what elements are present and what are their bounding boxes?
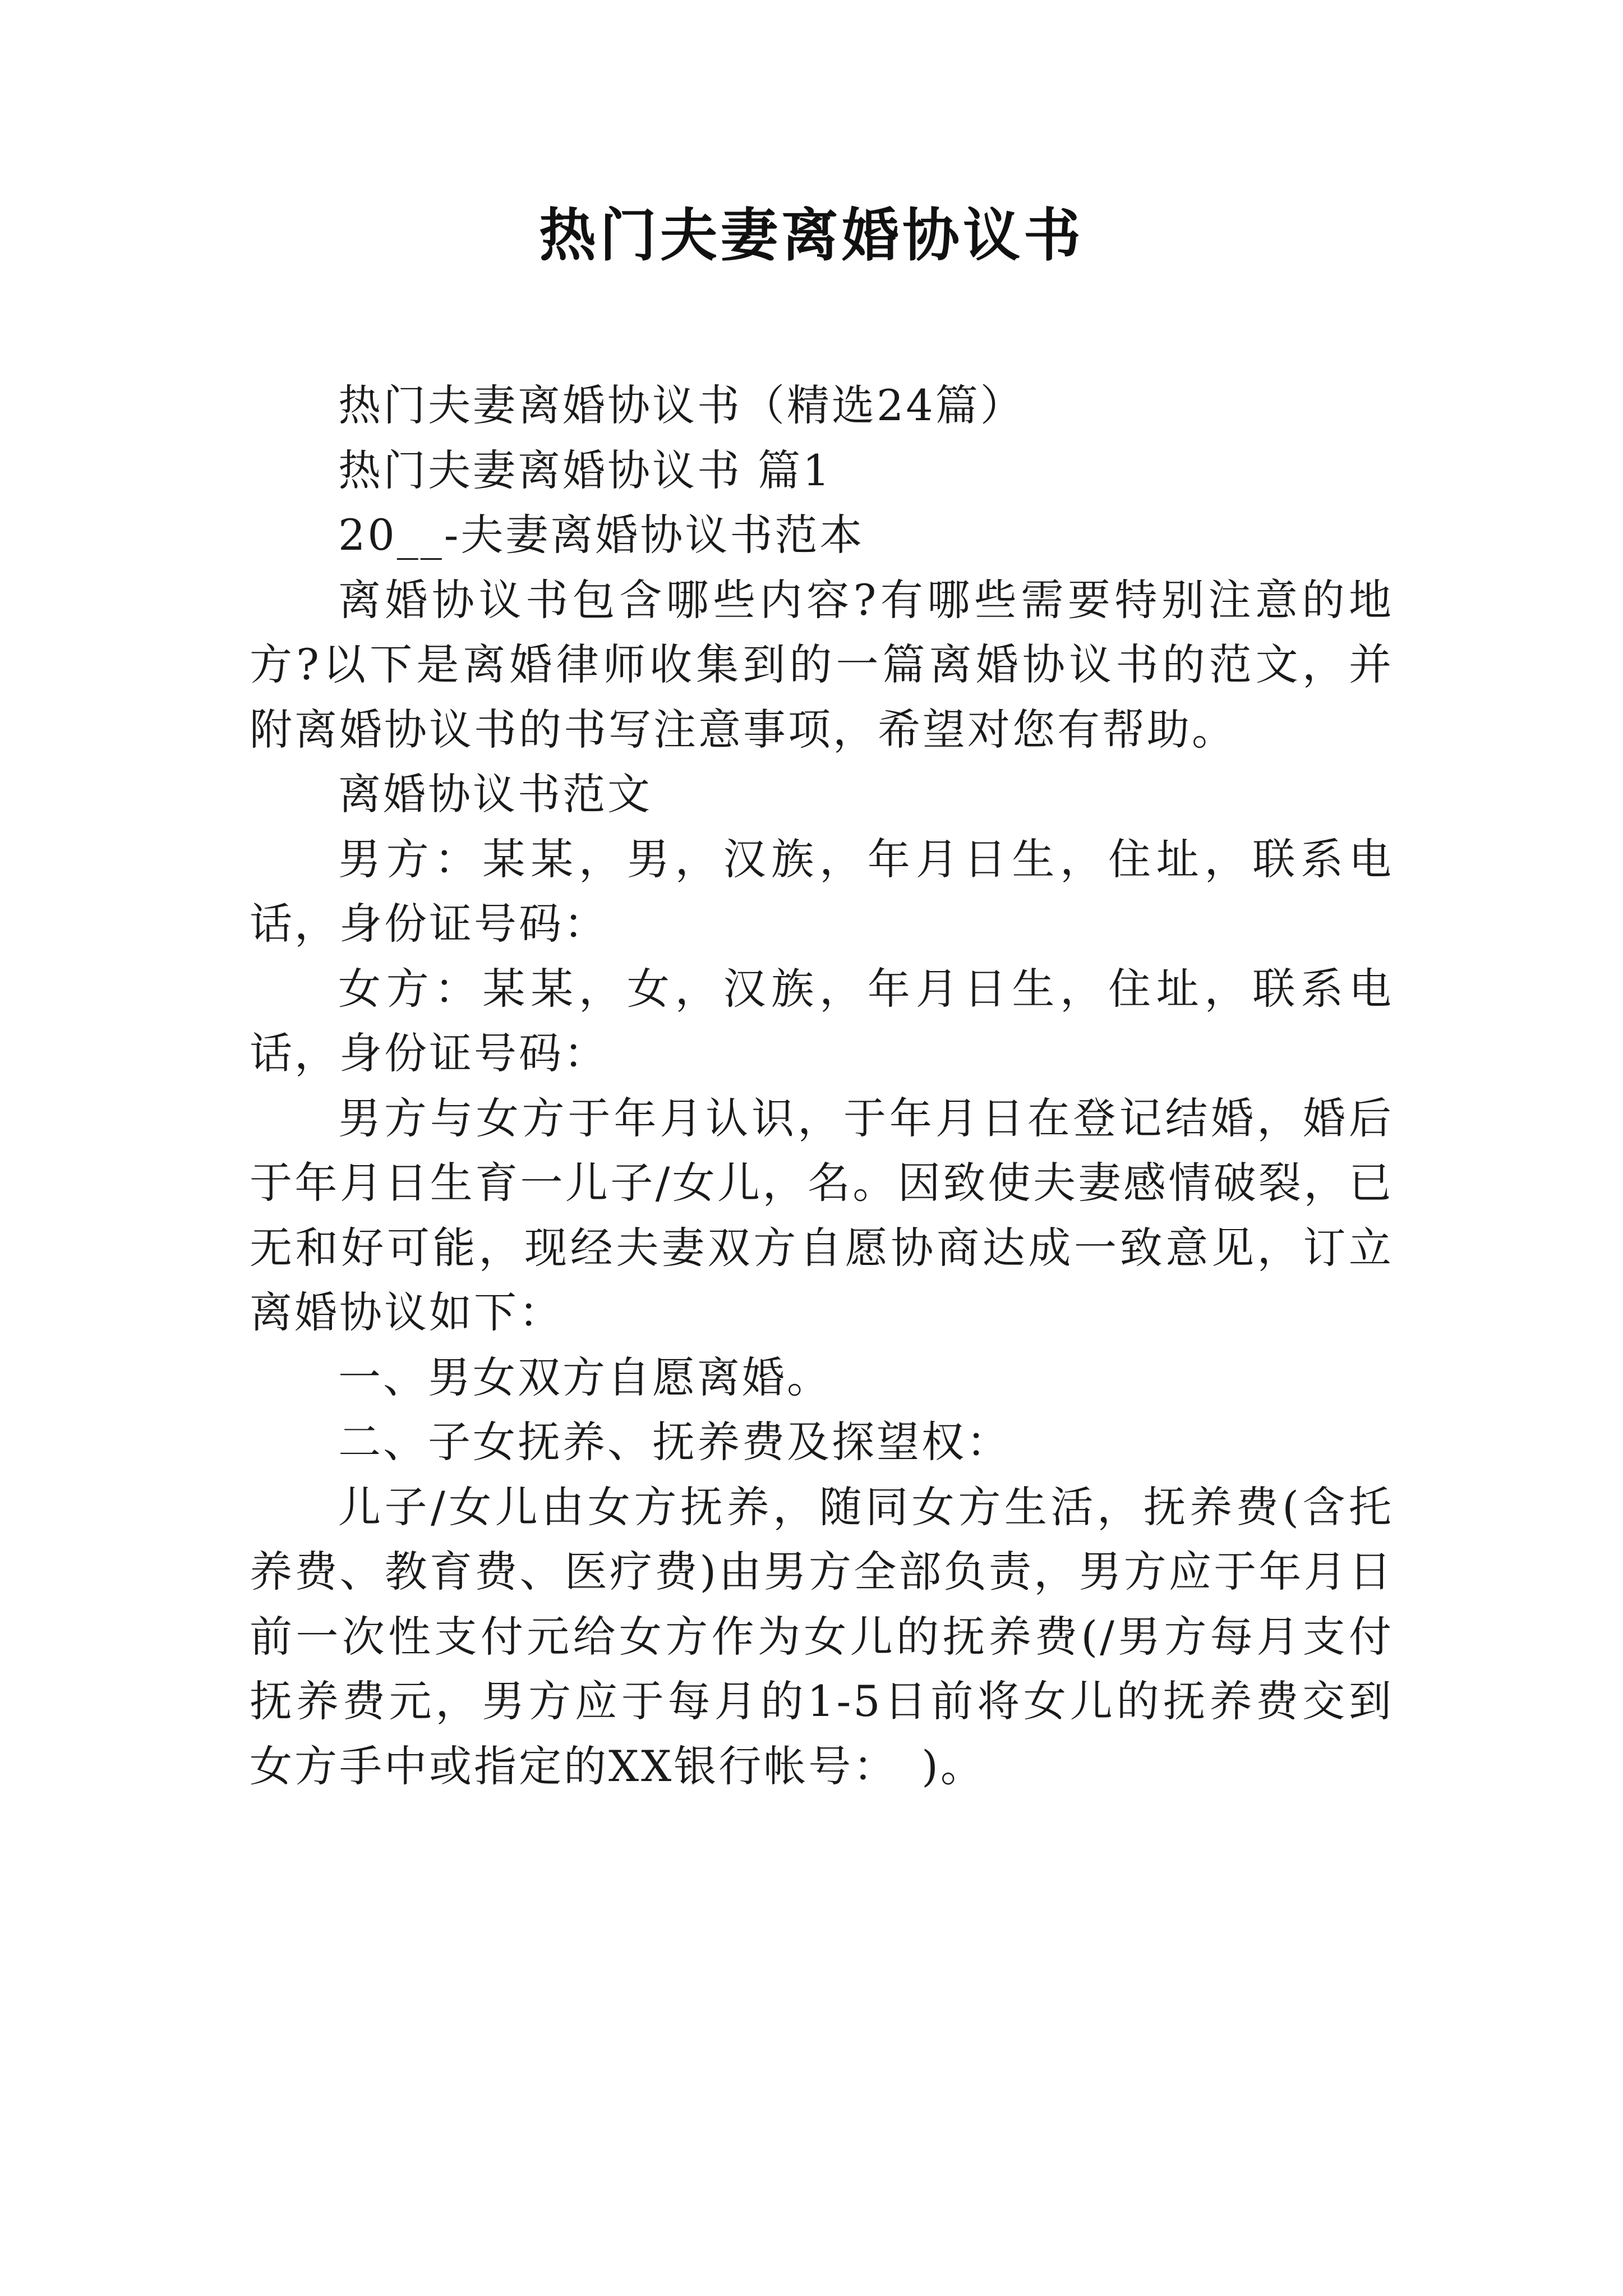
document-body	[250, 373, 1394, 1798]
paragraph-clause-2: 二、子女抚养、抚养费及探望权：	[338, 1417, 1011, 1467]
paragraph-template-title: 20__-夫妻离婚协议书范本	[338, 510, 865, 560]
paragraph-male-party: 男方：某某，男，汉族，年月日生，住址，联系电话，身份证号码：	[250, 834, 1394, 949]
paragraph-sample-heading: 离婚协议书范文	[338, 769, 652, 819]
paragraph-marriage-background: 男方与女方于年月认识，于年月日在登记结婚，婚后于年月日生育一儿子/女儿，名。因致使夫妻感情破裂，已无和好可能，现经夫妻双方自愿协商达成一致意见，订立离婚协议如下：	[250, 1093, 1394, 1337]
paragraph-child-support: 儿子/女儿由女方抚养，随同女方生活，抚养费(含托养费、教育费、医疗费)由男方全部负责，男方应于年月日前一次性支付元给女方作为女儿的抚养费(/男方每月支付抚养费元，男方应于每月的1-5日前将女儿的抚养费交到女方手中或指定的XX银行帐号： )。	[250, 1481, 1394, 1791]
paragraph-clause-1: 一、男女双方自愿离婚。	[338, 1352, 832, 1402]
paragraph-section-heading: 热门夫妻离婚协议书 篇1	[338, 445, 832, 495]
document-title: 热门夫妻离婚协议书	[539, 202, 1084, 269]
paragraph-subtitle: 热门夫妻离婚协议书（精选24篇）	[338, 380, 1025, 430]
paragraph-female-party: 女方：某某，女，汉族，年月日生，住址，联系电话，身份证号码：	[250, 963, 1394, 1078]
paragraph-intro: 离婚协议书包含哪些内容?有哪些需要特别注意的地方?以下是离婚律师收集到的一篇离婚协议书的范文，并附离婚协议书的书写注意事项，希望对您有帮助。	[250, 574, 1394, 754]
